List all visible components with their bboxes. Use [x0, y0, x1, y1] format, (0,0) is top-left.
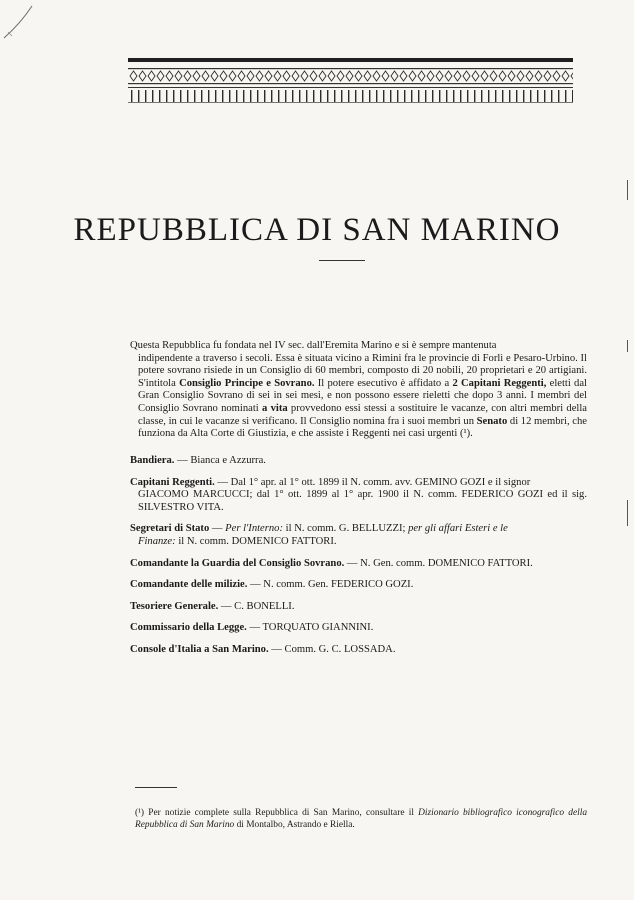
entry-console — [130, 644, 587, 657]
entry-milizie — [130, 579, 587, 592]
entry-label: Console d'Italia a San Marino. — [130, 643, 269, 655]
footnote-text: (¹) Per notizie complete sulla Repubblica di San Marino, consultare il — [135, 808, 419, 818]
entry-text: — C. BONELLI. — [218, 600, 295, 612]
intro-text: indipendente a traverso i secoli. Essa è situata vicino a Rimini fra le provincie di Forlì e Pesaro-Urbino. Il potere sovrano risiede in un Consiglio di 60 membri, composto di 20 nobili, 20 proprietari e 20 artigiani. S'intitola — [138, 352, 587, 389]
intro-bold: Consiglio Principe e Sovrano. — [179, 377, 315, 389]
entry-label: Bandiera. — [130, 455, 175, 466]
footnote — [135, 807, 587, 831]
intro-lead: Questa Repubblica fu fondata nel IV sec. dall'Eremita Marino e si è sempre mantenuta — [130, 340, 497, 351]
scan-corner-mark — [2, 2, 42, 52]
intro-text: eletti dal Gran Consiglio Sovrano di sei in sei mesi, e non possono essere rieletti che dopo 3 anni. I membri del Consiglio Sovrano nominati — [138, 377, 587, 414]
decorative-header-band — [128, 58, 573, 120]
entry-text: — TORQUATO GIANNINI. — [246, 622, 374, 634]
entry-text: — N. comm. Gen. FEDERICO GOZI. — [247, 579, 414, 591]
entry-label: Capitani Reggenti. — [130, 476, 215, 488]
intro-text: di 12 membri, che funziona da Alta Corte di Giustizia, e che assiste i Reggenti nei casi urgenti (¹). — [138, 415, 587, 440]
entry-guardia — [130, 558, 587, 571]
entry-commissario — [130, 622, 587, 635]
entry-text: GIACOMO MARCUCCI; dal 1° ott. 1899 al 1° apr. 1900 il N. comm. FEDERICO GOZI ed il sig. SILVESTRO VITA. — [138, 489, 587, 513]
entry-text: — Bianca e Azzurra. — [174, 455, 266, 466]
scan-edge-mark — [627, 180, 628, 200]
intro-body — [130, 353, 587, 441]
entry-label: Commissario della Legge. — [130, 622, 247, 634]
entry-bandiera — [130, 455, 587, 468]
entry-text: — — [209, 523, 226, 535]
footnote-text: di Montalbo, Astrando e Riella. — [234, 820, 355, 830]
entry-text: il N. comm. DOMENICO FATTORI. — [175, 535, 337, 547]
entry-segretari-di-stato — [130, 523, 587, 548]
entry-italic: Finanze: — [138, 535, 176, 547]
footnote-italic: Dizionario bibliografico iconografico della Repubblica di San Marino — [135, 808, 588, 830]
entry-label: Comandante delle milizie. — [130, 579, 248, 591]
entry-label: Segretari di Stato — [130, 523, 210, 535]
officials-list — [130, 455, 587, 666]
entry-text: — Dal 1° apr. al 1° ott. 1899 il N. comm. avv. GEMINO GOZI e il signor — [214, 476, 531, 488]
intro-bold: Senato — [476, 415, 508, 427]
intro-bold: a vita — [262, 402, 288, 414]
entry-tesoriere — [130, 601, 587, 614]
scan-edge-mark — [627, 340, 628, 352]
entry-text: — Comm. G. C. LOSSADA. — [268, 643, 396, 655]
page-title: REPUBBLICA DI SAN MARINO — [73, 212, 561, 248]
intro-paragraph — [130, 340, 587, 441]
entry-label: Tesoriere Generale. — [130, 600, 219, 612]
intro-text: provvedono essi stessi a sostituire le vacanze, con altri membri della classe, in cui le vacanze si verificano. Il Consiglio nomina fra i suoi membri un — [138, 402, 587, 427]
footnote-rule — [135, 787, 177, 788]
entry-text: il N. comm. G. BELLUZZI; — [283, 523, 409, 535]
entry-italic: Per l'Interno: — [225, 523, 284, 535]
intro-bold: 2 Capitani Reggenti, — [452, 377, 547, 389]
entry-capitani-reggenti — [130, 477, 587, 515]
entry-text: — N. Gen. comm. DOMENICO FATTORI. — [344, 557, 533, 569]
entry-italic: per gli affari Esteri e le — [408, 523, 508, 535]
entry-label: Comandante la Guardia del Consiglio Sovrano. — [130, 557, 345, 569]
title-rule — [319, 260, 365, 261]
intro-text: Il potere esecutivo è affidato a — [314, 377, 453, 389]
scan-edge-mark — [627, 500, 628, 526]
